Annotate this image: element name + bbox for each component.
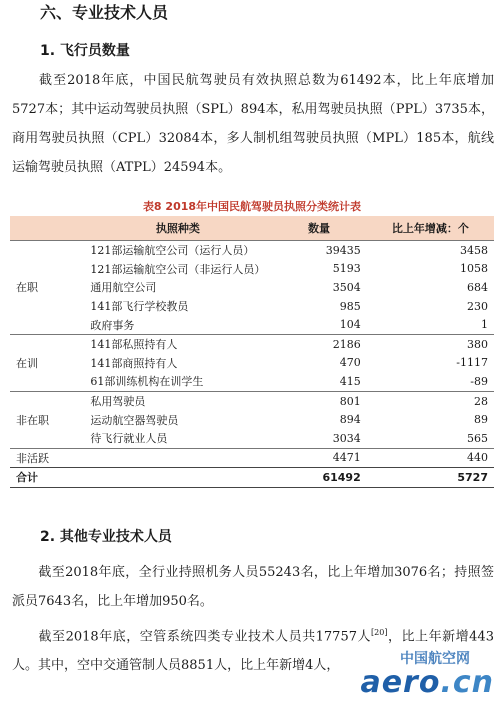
license-stats-table [10, 216, 494, 488]
cell-group [10, 391, 84, 410]
table-caption: 表8 2018年中国民航驾驶员执照分类统计表 [142, 200, 362, 213]
total-change: 5727 [367, 468, 494, 488]
paragraph-pilot-licenses [12, 66, 494, 182]
cell-license-type: 运动航空器驾驶员 [90, 413, 179, 427]
table-row [10, 410, 494, 429]
footnote-ref: [20] [371, 628, 388, 637]
table-row [10, 354, 494, 373]
cell-license-type [84, 448, 271, 468]
subsection-title-pilots: 1. 飞行员数量 [40, 43, 130, 59]
cell-license-type: 私用驾驶员 [84, 391, 271, 410]
cell-group: 在职 [16, 281, 38, 295]
table-row [10, 334, 494, 353]
cell-change: 28 [367, 391, 494, 410]
paragraph-text-cont: ，比上年新增443人。其中，空中交通管制人员8851人，比上年新增4人， [12, 629, 494, 674]
total-count: 61492 [271, 468, 366, 488]
cell-license-type: 61部训练机构在训学生 [90, 375, 204, 389]
table-row [10, 315, 494, 334]
table-row [10, 297, 494, 316]
cell-count: 3504 [332, 280, 361, 294]
table-header-row [10, 216, 494, 241]
cell-license-type: 政府事务 [90, 318, 135, 332]
cell-group: 非活跃 [10, 448, 84, 468]
cell-license-type: 121部运输航空公司（非运行人员） [90, 262, 266, 276]
cell-count: 4471 [271, 448, 366, 468]
cell-change: 230 [467, 299, 488, 313]
cell-change: 89 [474, 413, 488, 427]
table-row [10, 429, 494, 448]
total-blank [84, 468, 271, 488]
header-count: 数量 [271, 216, 366, 241]
cell-count: 2186 [271, 334, 366, 353]
header-license-type: 执照种类 [84, 216, 271, 241]
header-group [10, 216, 84, 241]
table-row [10, 448, 494, 468]
subsection-title-other: 2. 其他专业技术人员 [40, 529, 172, 545]
cell-count: 801 [271, 391, 366, 410]
cell-count: 415 [339, 374, 361, 388]
cell-change: 3458 [367, 241, 494, 260]
cell-change: 380 [367, 334, 494, 353]
cell-license-type: 待飞行就业人员 [90, 432, 168, 446]
paragraph-maintenance [12, 558, 494, 616]
cell-group [10, 429, 84, 448]
cell-count: 5193 [332, 262, 361, 276]
logo-text-a: aero [360, 665, 441, 700]
cell-license-type: 141部飞行学校教员 [90, 300, 189, 314]
cell-count: 39435 [271, 241, 366, 260]
cell-group [10, 315, 84, 334]
cell-license-type: 141部私照持有人 [84, 334, 271, 353]
cell-count: 104 [339, 318, 361, 332]
cell-count: 3034 [332, 431, 361, 445]
cell-change: -89 [470, 374, 488, 388]
cell-group: 在训 [16, 356, 38, 370]
table-row [10, 241, 494, 260]
paragraph-text: 截至2018年底，中国民航驾驶员有效执照总数为61492本，比上年底增加5727本；其中运动驾驶员执照（SPL）894本，私用驾驶员执照（PPL）3735本，商用驾驶员执照（CPL）32084本，多人制机组驾驶员执照（MPL）185本，航线运输驾驶员执照（ATPL）24594本。 [12, 73, 494, 175]
table-row [10, 391, 494, 410]
table-row [10, 260, 494, 279]
cell-group [10, 334, 84, 353]
watermark-logo-cn: 中国航空网 [400, 651, 470, 667]
cell-change: 1 [481, 318, 488, 332]
logo-text-b: .cn [440, 665, 494, 700]
cell-count: 985 [339, 299, 361, 313]
cell-change: 440 [367, 448, 494, 468]
cell-group [10, 372, 84, 391]
cell-count: 894 [339, 413, 361, 427]
table-row [10, 372, 494, 391]
section-title: 六、专业技术人员 [40, 3, 169, 22]
cell-license-type: 141部商照持有人 [90, 356, 178, 370]
paragraph-text: 截至2018年底，全行业持照机务人员55243名，比上年增加3076名；持照签派员7643名，比上年增加950名。 [12, 565, 494, 609]
cell-group [10, 297, 84, 316]
paragraph-text: 截至2018年底，空管系统四类专业技术人员共17757人 [38, 629, 372, 645]
cell-count: 470 [339, 356, 361, 370]
cell-license-type: 121部运输航空公司（运行人员） [84, 241, 271, 260]
table-row [10, 278, 494, 297]
cell-change: -1117 [456, 356, 488, 370]
cell-group [10, 260, 84, 279]
cell-license-type: 通用航空公司 [90, 281, 157, 295]
table-total-row [10, 468, 494, 488]
cell-group [10, 241, 84, 260]
cell-change: 1058 [460, 262, 488, 276]
cell-group: 非在职 [16, 413, 49, 427]
header-change: 比上年增减：个 [367, 216, 494, 241]
cell-change: 565 [467, 431, 488, 445]
cell-change: 684 [467, 280, 488, 294]
total-label: 合计 [10, 468, 84, 488]
watermark-logo [360, 665, 494, 700]
